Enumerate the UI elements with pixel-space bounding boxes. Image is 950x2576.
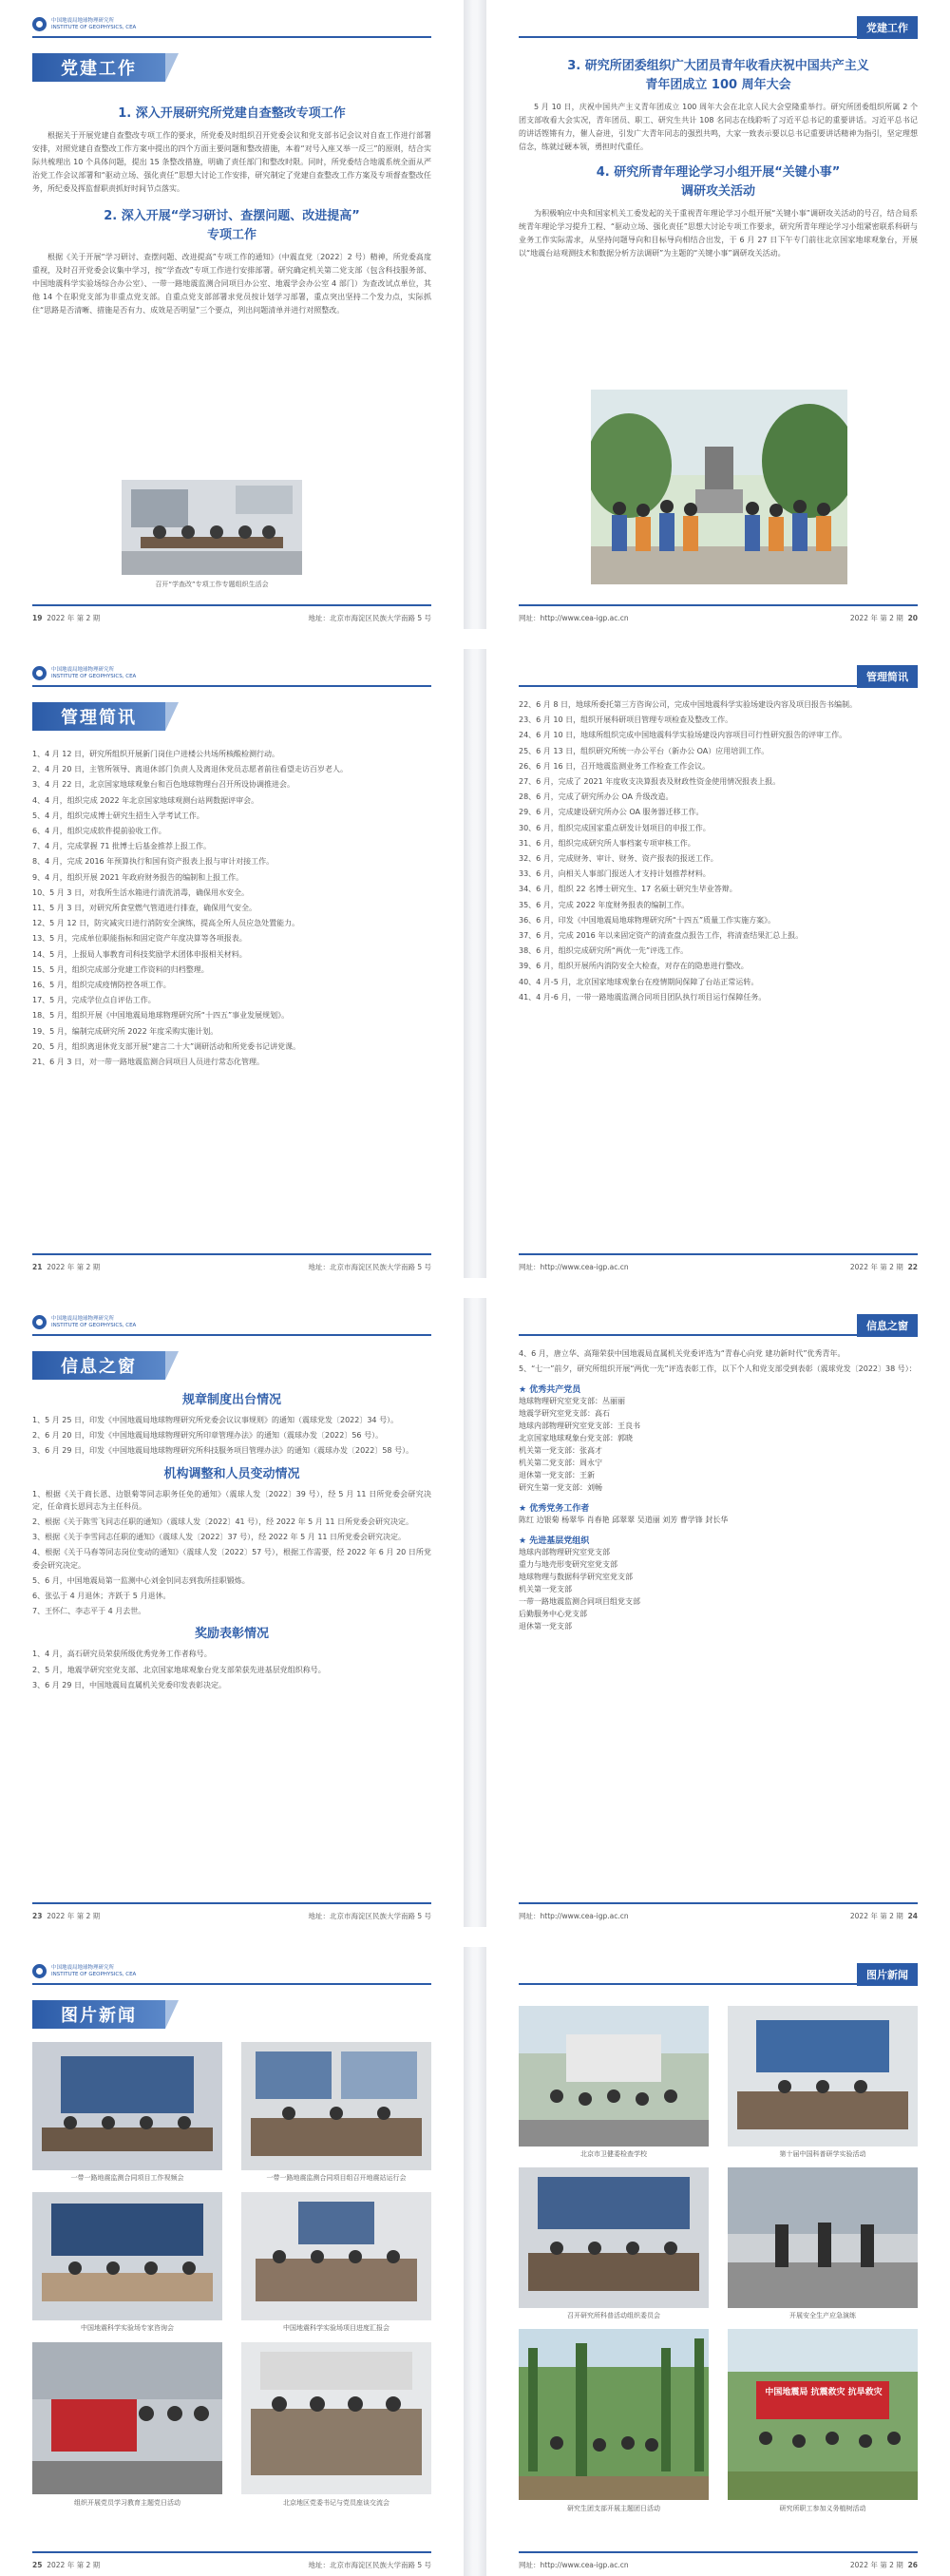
page-number: 19 bbox=[32, 613, 43, 622]
paragraph-4: 为积极响应中央和国家机关工委发起的关于重视青年理论学习小组开展“关键小事”调研攻关活动的号召，结合局系统青年理论学习提升工程、“驱动立场、强化责任”思想大讨论专项工作要求，研究所青年理论学习小组紧密联系科研与业务工作实际需求，从坚持问题导向和目标导向相结合出发，于 6 月 27 日下午专门前往北京国家地球观象台，开展以“地震台站观测技术和数据分析方法调研”为主题的“关键小事”调研攻关活动。 bbox=[519, 209, 918, 258]
page-number: 23 bbox=[32, 1911, 43, 1920]
list-item: 地球内部物理研究室党支部 bbox=[519, 1548, 610, 1557]
list-item: 22、6 月 8 日，地球所委托第三方咨询公司，完成中国地震科学实验场建设内容及项目报告书编制。 bbox=[519, 700, 857, 709]
heading-2b: 专项工作 bbox=[206, 228, 256, 242]
page-gutter bbox=[464, 1947, 486, 2576]
header-rule bbox=[32, 685, 431, 687]
page-number: 21 bbox=[32, 1262, 43, 1271]
logo-text-en: INSTITUTE OF GEOPHYSICS, CEA bbox=[51, 673, 137, 679]
news-photo-10 bbox=[728, 2167, 918, 2308]
section-tag: 管理简讯 bbox=[857, 665, 918, 688]
list-item: 10、5 月 3 日，对我所生活水箱进行清洗消毒，确保用水安全。 bbox=[32, 887, 249, 897]
list-item: 机关第二党支部：周永宁 bbox=[519, 1459, 602, 1468]
list-item: 北京国家地球观象台党支部：郭晓 bbox=[519, 1434, 633, 1443]
logo-text-en: INSTITUTE OF GEOPHYSICS, CEA bbox=[51, 24, 137, 30]
article-body bbox=[519, 57, 918, 260]
header-logo bbox=[32, 17, 136, 31]
list-item: 27、6 月，完成了 2021 年度收支决算报表及财政性资金使用情况报表上报。 bbox=[519, 777, 781, 787]
header-logo bbox=[32, 1964, 136, 1978]
awards-intro-list bbox=[519, 1347, 918, 1375]
issue-label: 2022 年 第 2 期 bbox=[47, 1262, 101, 1271]
photo-caption: 组织开展党员学习教育主题党日活动 bbox=[74, 2499, 180, 2507]
issue-label: 2022 年 第 2 期 bbox=[849, 2560, 903, 2569]
news-photo-7 bbox=[519, 2006, 709, 2147]
list-item: 36、6 月，印发《中国地震局地球物理研究所“十四五”质量工作实施方案》。 bbox=[519, 915, 776, 925]
photo-caption: 召开“学查改”专项工作专题组织生活会 bbox=[155, 581, 269, 588]
list-item: 17、5 月，完成学位点自评估工作。 bbox=[32, 996, 156, 1005]
page-footer bbox=[519, 2551, 918, 2576]
list-item: 23、6 月 10 日，组织开展科研项目管理专项检查及整改工作。 bbox=[519, 716, 733, 725]
issue-label: 2022 年 第 2 期 bbox=[849, 1262, 903, 1271]
news-photo-9 bbox=[519, 2167, 709, 2308]
header-logo bbox=[32, 666, 136, 680]
institute-logo-icon bbox=[32, 17, 47, 31]
list-item: 3、6 月 29 日，中国地震局直属机关党委印发表彰决定。 bbox=[32, 1680, 226, 1689]
list-item: 2、根据《关于陈雪飞同志任职的通知》（震球人发〔2022〕41 号），经 2022 年 5 月 11 日所党委会研究决定。 bbox=[32, 1517, 414, 1527]
section-tag: 图片新闻 bbox=[857, 1963, 918, 1986]
photo-caption: 研究生团支部开展主题团日活动 bbox=[567, 2505, 660, 2512]
excellent-party-member-list bbox=[519, 1395, 918, 1494]
page-footer bbox=[32, 2551, 431, 2576]
list-item: 16、5 月，组织完成疫情防控各项工作。 bbox=[32, 981, 171, 990]
issue-label: 2022 年 第 2 期 bbox=[849, 613, 903, 622]
page-21 bbox=[0, 649, 464, 1278]
section-title: 信息之窗 bbox=[32, 1351, 165, 1380]
list-item: 后勤服务中心党支部 bbox=[519, 1610, 587, 1619]
heading-4b: 调研攻关活动 bbox=[680, 184, 755, 199]
website-label: 网址：http://www.cea-igp.ac.cn bbox=[519, 1262, 629, 1271]
logo-text-cn: 中国地震局地球物理研究所 bbox=[51, 17, 115, 24]
list-item: 2、4 月 20 日，主管所领导、离退休部门负责人及离退休党员志愿者前往看望走访百岁老人。 bbox=[32, 765, 348, 774]
list-item: 32、6 月，完成财务、审计、财务、资产报表的报送工作。 bbox=[519, 854, 718, 864]
website-label: 网址：http://www.cea-igp.ac.cn bbox=[519, 1911, 629, 1920]
photo-caption: 第十届中国科普研学实验活动 bbox=[779, 2150, 866, 2158]
news-photo-2 bbox=[241, 2042, 431, 2170]
list-item: 33、6 月，向相关人事部门报送人才支持计划推荐材料。 bbox=[519, 869, 711, 879]
list-item: 15、5 月，组织完成部分党建工作资料的归档整理。 bbox=[32, 964, 209, 974]
heading-1: 1. 深入开展研究所党建自查整改专项工作 bbox=[118, 106, 346, 121]
list-item: 7、4 月，完成掌握 71 批博士后基金推荐上报工作。 bbox=[32, 842, 211, 851]
subheading-changes: 机构调整和人员变动情况 bbox=[163, 1466, 300, 1481]
list-item: 3、根据《关于李雪同志任职的通知》（震球人发〔2022〕37 号），经 2022 年 5 月 11 日所党委会研究决定。 bbox=[32, 1533, 407, 1542]
page-footer bbox=[519, 1902, 918, 1927]
institute-logo-icon bbox=[32, 1315, 47, 1329]
address-label: 地址：北京市海淀区民族大学南路 5 号 bbox=[308, 2560, 431, 2569]
list-item: 重力与地壳形变研究室党支部 bbox=[519, 1560, 618, 1570]
photo-caption: 中国地震科学实验场项目进度汇报会 bbox=[283, 2324, 390, 2332]
list-item: 34、6 月，组织 22 名博士研究生、17 名硕士研究生毕业答辩。 bbox=[519, 885, 737, 894]
page-20 bbox=[486, 0, 950, 629]
list-item: 30、6 月，组织完成国家重点研发计划项目的申报工作。 bbox=[519, 823, 711, 832]
list-item: 12、5 月 12 日，防灾减灾日进行消防安全演练，提高全所人员应急处置能力。 bbox=[32, 919, 300, 928]
list-item: 38、6 月，组织完成研究所“两优一先”评选工作。 bbox=[519, 946, 689, 956]
page-22 bbox=[486, 649, 950, 1278]
meeting-photo bbox=[122, 480, 302, 575]
page-number: 26 bbox=[907, 2560, 918, 2569]
subheading-rules: 规章制度出台情况 bbox=[181, 1393, 281, 1407]
list-item: 13、5 月，完成单位职能指标和固定资产年度决算等各项报表。 bbox=[32, 934, 247, 944]
header-rule bbox=[32, 1983, 431, 1985]
list-item: 一带一路地震监测合同项目组党支部 bbox=[519, 1597, 640, 1607]
list-item: 19、5 月，编制完成研究所 2022 年度采购实施计划。 bbox=[32, 1026, 218, 1036]
photo-caption: 北京市卫健委检查学校 bbox=[580, 2150, 647, 2158]
list-item: 3、6 月 29 日，印发《中国地震局地球物理研究所科技服务项目管理办法》的通知（震球办发〔2022〕58 号）。 bbox=[32, 1446, 414, 1456]
page-footer bbox=[32, 1902, 431, 1927]
list-item: 35、6 月，完成 2022 年度财务报表的编制工作。 bbox=[519, 900, 690, 909]
list-item: 9、4 月，组织开展 2021 年政府财务报告的编制和上报工作。 bbox=[32, 872, 244, 882]
spread-photo-news bbox=[0, 1947, 950, 2576]
header-rule bbox=[519, 36, 918, 38]
subheading-awards: 奖励表彰情况 bbox=[194, 1627, 269, 1642]
list-item: 28、6 月，完成了研究所办公 OA 升级改造。 bbox=[519, 792, 674, 802]
party-worker-list: 陈红 边银菊 杨翠华 肖春艳 邱翠翠 吴道丽 刘芳 曹学锋 封长华 bbox=[519, 1516, 729, 1525]
header-rule bbox=[519, 685, 918, 687]
page-24 bbox=[486, 1298, 950, 1927]
news-photo-12 bbox=[728, 2329, 918, 2500]
list-item: 5、“七一”前夕，研究所组织开展“两优一先”评选表彰工作，以下个人和党支部受到表彰（震球党发〔2022〕38 号）： bbox=[519, 1364, 917, 1374]
list-item: 20、5 月，组织离退休党支部开展“建言二十大”调研活动和所党委书记讲党课。 bbox=[32, 1041, 301, 1051]
page-footer bbox=[32, 604, 431, 629]
photo-caption: 开展安全生产应急演练 bbox=[789, 2312, 856, 2319]
party-worker-heading: ★ 优秀党务工作者 bbox=[519, 1504, 590, 1515]
list-item: 7、王怀仁、李志平于 4 月去世。 bbox=[32, 1607, 146, 1616]
header-rule bbox=[519, 1334, 918, 1336]
logo-text-en: INSTITUTE OF GEOPHYSICS, CEA bbox=[51, 1322, 137, 1328]
address-label: 地址：北京市海淀区民族大学南路 5 号 bbox=[308, 613, 431, 622]
spread-party-building-1 bbox=[0, 0, 950, 629]
page-26 bbox=[486, 1947, 950, 2576]
logo-text-en: INSTITUTE OF GEOPHYSICS, CEA bbox=[51, 1971, 137, 1977]
photo-caption: 中国地震科学实验场专家咨询会 bbox=[81, 2324, 174, 2332]
issue-label: 2022 年 第 2 期 bbox=[47, 2560, 101, 2569]
list-item: 5、6 月，中国地震局第一监测中心刘金钊同志到我所挂职锻炼。 bbox=[32, 1575, 250, 1585]
institute-logo-icon bbox=[32, 666, 47, 680]
list-item: 地震学研究室党支部：高石 bbox=[519, 1409, 610, 1419]
news-photo-3 bbox=[32, 2192, 222, 2320]
list-item: 26、6 月 16 日，召开地震监测业务工作检查工作会议。 bbox=[519, 761, 711, 771]
photo-caption: 召开研究所科普活动组织委员会 bbox=[567, 2312, 660, 2319]
list-item: 地球内部物理研究室党支部：王良书 bbox=[519, 1422, 640, 1431]
header-rule bbox=[519, 1983, 918, 1985]
list-item: 机关第一党支部 bbox=[519, 1585, 572, 1594]
list-item: 6、张弘于 4 月退休；齐跃于 5 月退休。 bbox=[32, 1592, 171, 1601]
page-number: 24 bbox=[907, 1911, 918, 1920]
banner-text: 中国地震局 抗震救灾 抗旱救灾 bbox=[765, 2388, 883, 2397]
list-item: 2、6 月 20 日，印发《中国地震局地球物理研究所印章管理办法》的通知（震球办发〔2022〕56 号）。 bbox=[32, 1431, 384, 1441]
list-item: 25、6 月 13 日，组织研究所统一办公平台（新办公 OA）应用培训工作。 bbox=[519, 746, 770, 755]
heading-3b: 青年团成立 100 周年大会 bbox=[645, 78, 791, 92]
website-label: 网址：http://www.cea-igp.ac.cn bbox=[519, 613, 629, 622]
list-item: 21、6 月 3 日，对一带一路地震监测合同项目人员进行常态化管理。 bbox=[32, 1058, 264, 1067]
list-item: 24、6 月 10 日，地球所组织完成中国地震科学实验场建设内容项目可行性研究报告的评审工作。 bbox=[519, 731, 847, 740]
list-item: 40、4 月-5 月，北京国家地球观象台在疫情期间保障了台站正常运转。 bbox=[519, 977, 759, 986]
rules-list bbox=[32, 1414, 431, 1458]
excellent-party-member-heading: ★ 优秀共产党员 bbox=[519, 1385, 581, 1396]
news-photo-11 bbox=[519, 2329, 709, 2500]
list-item: 1、4 月 12 日，研究所组织开展新门岗住户进楼公共场所核酸检测行动。 bbox=[32, 750, 279, 758]
photo-caption: 研究所职工参加义务植树活动 bbox=[779, 2505, 866, 2512]
heading-3a: 3. 研究所团委组织广大团员青年收看庆祝中国共产主义 bbox=[567, 59, 869, 73]
page-number: 22 bbox=[907, 1262, 918, 1271]
page-gutter bbox=[464, 649, 486, 1278]
institute-logo-icon bbox=[32, 1964, 47, 1978]
group-photo bbox=[591, 390, 847, 584]
section-title: 管理简讯 bbox=[32, 702, 165, 731]
list-item: 14、5 月，上报局人事教育司科技奖励学术团体申报相关材料。 bbox=[32, 949, 247, 959]
section-tag: 党建工作 bbox=[857, 16, 918, 39]
news-photo-5 bbox=[32, 2342, 222, 2494]
list-item: 29、6 月，完成建设研究所办公 OA 服务器迁移工作。 bbox=[519, 808, 704, 817]
photo-caption: 北京地区党委书记与党员座谈交流会 bbox=[283, 2499, 390, 2507]
list-item: 地球物理与数据科学研究室党支部 bbox=[519, 1573, 633, 1582]
page-footer bbox=[519, 604, 918, 629]
list-item: 1、4 月，高石研究员荣获所级优秀党务工作者称号。 bbox=[32, 1650, 212, 1659]
page-gutter bbox=[464, 1298, 486, 1927]
advanced-org-list bbox=[519, 1546, 918, 1632]
list-item: 1、根据《关于商长恩、边银菊等同志职务任免的通知》（震球人发〔2022〕39 号），经 5 月 11 日所党委会研究决定，任命商长恩同志为主任科员。 bbox=[32, 1489, 431, 1511]
paragraph-3: 5 月 10 日，庆祝中国共产主义青年团成立 100 周年大会在北京人民大会堂隆重举行。研究所团委组织所属 2 个团支部收看大会实况，青年团员、职工、研究生共计 108 名同志在线聆听了习近平总书记的重要讲话。习近平总书记的讲话铿锵有力，催人奋进，引发广大青年同志的强烈共鸣，大家一致表示要以总书记重要讲话精神为指引，坚定理想信念，练就过硬本领，勇担时代重任。 bbox=[519, 103, 918, 151]
article-body bbox=[32, 105, 431, 317]
header-rule bbox=[32, 36, 431, 38]
logo-text-cn: 中国地震局地球物理研究所 bbox=[51, 1315, 115, 1322]
list-item: 8、4 月，完成 2016 年预算执行和国有资产报表上报与审计对接工作。 bbox=[32, 857, 275, 867]
list-item: 4、4 月，组织完成 2022 年北京国家地球观测台站网数据评审会。 bbox=[32, 795, 259, 805]
photo-caption: 一带一路地震监测合同项目组召开地震站运行会 bbox=[266, 2174, 407, 2182]
address-label: 地址：北京市海淀区民族大学南路 5 号 bbox=[308, 1911, 431, 1920]
page-number: 25 bbox=[32, 2560, 43, 2569]
page-25 bbox=[0, 1947, 464, 2576]
list-item: 4、根据《关于马春等同志岗位变动的通知》（震球人发〔2022〕57 号），根据工作需要，经 2022 年 6 月 20 日所党委会研究决定。 bbox=[32, 1548, 431, 1570]
section-tag: 信息之窗 bbox=[857, 1314, 918, 1337]
list-item: 退休第一党支部 bbox=[519, 1622, 572, 1631]
info-body bbox=[32, 1391, 431, 1694]
page-gutter bbox=[464, 0, 486, 629]
list-item: 37、6 月，完成 2016 年以来固定资产的清查盘点报告工作，将清查结果汇总上报。 bbox=[519, 931, 804, 941]
paragraph-2: 根据《关于开展“学习研讨、查摆问题、改进提高”专项工作的通知》（中震直党〔2022〕2 号）精神，所党委高度重视，及时召开党委会议集中学习，按“学查改”专项工作进行安排部署。研究确定机关第二党支部（包含科技服务部、中国地震科学实验场综合办公室）、一带一路地震监测合同项目办公室、地震学会办公室 4 部门）为查改试点单位，其他 14 个在职党支部为非重点党支部。自重点党支部部署求党员按计划学习部署，重点突出坚持二个发力点，实际抓住“思路是否清晰、措施是否有力、成效是否明显”三个要点，列出问题清单并进行对照整改。 bbox=[32, 253, 431, 315]
list-item: 18、5 月，组织开展《中国地震局地球物理研究所“十四五”事业发展规划》。 bbox=[32, 1011, 290, 1021]
list-item: 4、6 月，唐立华、高翔荣获中国地震局直属机关党委评选为“青春心向党 建功新时代”优秀青年。 bbox=[519, 1349, 846, 1358]
page-footer bbox=[519, 1253, 918, 1278]
news-photo-4 bbox=[241, 2192, 431, 2320]
address-label: 地址：北京市海淀区民族大学南路 5 号 bbox=[308, 1262, 431, 1271]
photo-caption: 一带一路地震监测合同项目工作视频会 bbox=[70, 2174, 184, 2182]
page-23 bbox=[0, 1298, 464, 1927]
news-photo-6 bbox=[241, 2342, 431, 2494]
list-item: 6、4 月，组织完成软件提前验收工作。 bbox=[32, 827, 166, 836]
issue-label: 2022 年 第 2 期 bbox=[47, 613, 101, 622]
heading-2a: 2. 深入开展“学习研讨、查摆问题、改进提高” bbox=[104, 209, 360, 223]
list-item: 1、5 月 25 日，印发《中国地震局地球物理研究所党委会议议事规则》的通知（震球党发〔2022〕34 号）。 bbox=[32, 1416, 399, 1424]
list-item: 机关第一党支部：张高才 bbox=[519, 1446, 602, 1456]
section-title: 党建工作 bbox=[32, 53, 165, 82]
management-news-list bbox=[32, 748, 431, 1071]
list-item: 11、5 月 3 日，对研究所食堂燃气管道进行排查，确保用气安全。 bbox=[32, 904, 256, 913]
website-label: 网址：http://www.cea-igp.ac.cn bbox=[519, 2560, 629, 2569]
list-item: 研究生第一党支部：刘畅 bbox=[519, 1483, 602, 1493]
issue-label: 2022 年 第 2 期 bbox=[47, 1911, 101, 1920]
spread-management-news bbox=[0, 649, 950, 1278]
logo-text-cn: 中国地震局地球物理研究所 bbox=[51, 666, 115, 673]
list-item: 41、4 月-6 月，一带一路地震监测合同项目团队执行项目运行保障任务。 bbox=[519, 992, 767, 1002]
awards-list bbox=[32, 1648, 431, 1691]
list-item: 39、6 月，组织开展所内消防安全大检查，对存在的隐患进行整改。 bbox=[519, 962, 749, 971]
section-title: 图片新闻 bbox=[32, 2000, 165, 2029]
list-item: 31、6 月，组织完成研究所人事档案专项审核工作。 bbox=[519, 838, 695, 848]
page-19 bbox=[0, 0, 464, 629]
header-logo bbox=[32, 1315, 136, 1329]
list-item: 3、4 月 22 日，北京国家地球观象台和百色地球物理台召开所设协调推进会。 bbox=[32, 780, 294, 790]
logo-text-cn: 中国地震局地球物理研究所 bbox=[51, 1964, 115, 1971]
news-photo-1 bbox=[32, 2042, 222, 2170]
list-item: 2、5 月，地震学研究室党支部、北京国家地球观象台党支部荣获先进基层党组织称号。 bbox=[32, 1665, 326, 1674]
page-footer bbox=[32, 1253, 431, 1278]
advanced-org-heading: ★ 先进基层党组织 bbox=[519, 1536, 590, 1547]
paragraph-1: 根据关于开展党建自查整改专项工作的要求，所党委及时组织召开党委会议和党支部书记会议对自查工作进行部署安排，对照党建自查整改工作方案中提出的四个方面主要问题和整改措施，本着“对号入座又举一反三”的原则，结合实际共梳理出 10 个具体问题，提出 15 条整改措施，明确了责任部门和整改时限。同时，所党委结合地震系统全面从严治党工作会议部署和“驱动立场、强化责任”思想大讨论工作安排，研究制定了党建自查整改工作方案及专项督查整改任务，所纪委及挥监督职责抓好时间节点落实。 bbox=[32, 131, 431, 193]
news-photo-8 bbox=[728, 2006, 918, 2147]
awards-body bbox=[519, 1347, 918, 1632]
management-news-list bbox=[519, 698, 918, 1006]
list-item: 退休第一党支部：王新 bbox=[519, 1471, 595, 1480]
page-number: 20 bbox=[907, 613, 918, 622]
header-rule bbox=[32, 1334, 431, 1336]
changes-list bbox=[32, 1488, 431, 1618]
spread-info-window bbox=[0, 1298, 950, 1927]
heading-4a: 4. 研究所青年理论学习小组开展“关键小事” bbox=[596, 165, 841, 180]
issue-label: 2022 年 第 2 期 bbox=[849, 1911, 903, 1920]
list-item: 5、4 月，组织完成博士研究生招生入学考试工作。 bbox=[32, 811, 204, 820]
list-item: 地球物理研究室党支部：丛丽丽 bbox=[519, 1397, 625, 1406]
